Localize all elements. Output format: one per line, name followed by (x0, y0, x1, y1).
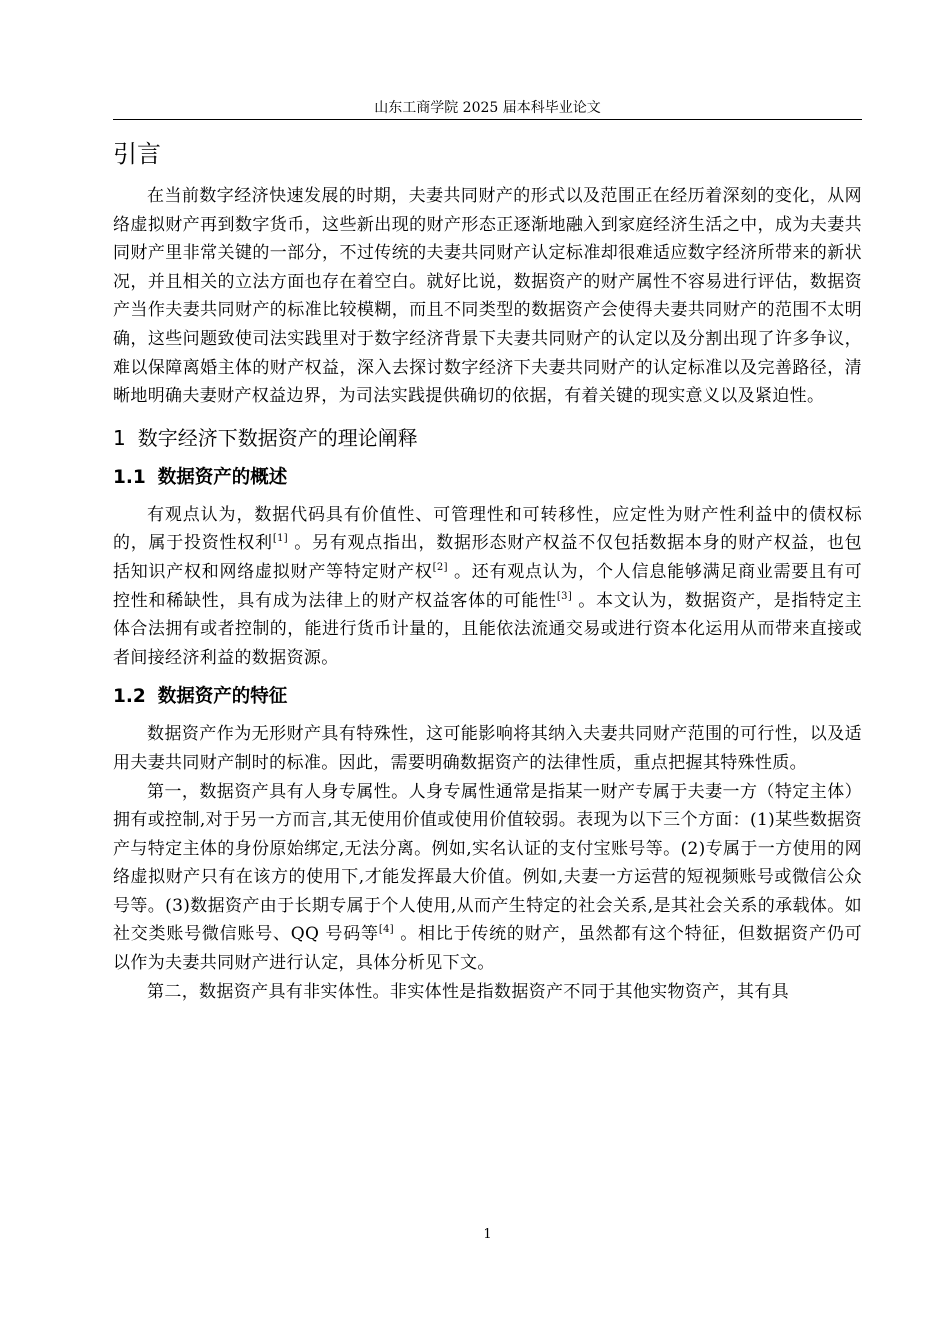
text-run: 第一，数据资产具有人身专属性。人身专属性通常是指某一财产专属于夫妻一方（特定主体）拥有或控制,对于另一方而言,其无使用价值或使用价值较弱。表现为以下三个方面：(1)某些数据资产与特定主体的身份原始绑定,无法分离。例如,实名认证的支付宝账号等。(2)专属于一方使用的网络虚拟财产只有在该方的使用下,才能发挥最大价值。例如,夫妻一方运营的短视频账号或微信公众号等。(3)数据资产由于长期专属于个人使用,从而产生特定的社会关系,是其社会关系的承载体。如社交类账号微信账号、QQ 号码等 (113, 781, 862, 945)
text-run: 有观点认为，数据代码具有价值性、可管理性和可转移性，应定性为财产性利益中的债权标的，属于投资性权利 (113, 504, 862, 554)
intro-heading: 引言 (113, 140, 161, 168)
section-1-2-number: 1.2 (113, 686, 146, 708)
text-run: 。还有观点认为，个人信息能够满足商业需要且有可控性和稀缺性，具有成为法律上的财产权益客体的可能性 (113, 561, 862, 611)
citation-1: [1] (272, 533, 289, 545)
citation-4: [4] (378, 924, 395, 936)
page-number: 1 (483, 1227, 492, 1242)
chapter-1-number: 1 (113, 425, 126, 450)
section-1-1-heading (113, 463, 862, 493)
running-header: 山东工商学院 2025 届本科毕业论文 (374, 100, 601, 116)
section-1-1-number: 1.1 (113, 466, 146, 488)
section-1-2-paragraph-3: 第二，数据资产具有非实体性。非实体性是指数据资产不同于其他实物资产，其有具 (147, 981, 789, 1002)
section-1-1-title: 数据资产的概述 (157, 466, 288, 488)
header-rule (113, 119, 862, 120)
text-run: 。另有观点指出，数据形态财产权益不仅包括数据本身的财产权益，也包括知识产权和网络虚拟财产等特定财产权 (113, 533, 862, 582)
citation-2: [2] (432, 561, 448, 573)
section-1-2-paragraph-1: 数据资产作为无形财产具有特殊性，这可能影响将其纳入夫妻共同财产范围的可行性，以及适用夫妻共同财产制时的标准。因此，需要明确数据资产的法律性质，重点把握其特殊性质。 (113, 724, 862, 773)
chapter-1-title: 数字经济下数据资产的理论阐释 (137, 425, 418, 450)
section-1-1-paragraph (113, 501, 862, 673)
text-run: 。相比于传统的财产，虽然都有这个特征，但数据资产仍可以作为夫妻共同财产进行认定，具体分析见下文。 (113, 924, 862, 974)
intro-paragraph: 在当前数字经济快速发展的时期，夫妻共同财产的形式以及范围正在经历着深刻的变化，从网络虚拟财产再到数字货币，这些新出现的财产形态正逐渐地融入到家庭经济生活之中，成为夫妻共同财产里非常关键的一部分，不过传统的夫妻共同财产认定标准却很难适应数字经济所带来的新状况，并且相关的立法方面也存在着空白。就好比说，数据资产的财产属性不容易进行评估，数据资产当作夫妻共同财产的标准比较模糊，而且不同类型的数据资产会使得夫妻共同财产的范围不太明确，这些问题致使司法实践里对于数字经济背景下夫妻共同财产的认定以及分割出现了许多争议，难以保障离婚主体的财产权益，深入去探讨数字经济下夫妻共同财产的认定标准以及完善路径，清晰地明确夫妻财产权益边界，为司法实践提供确切的依据，有着关键的现实意义以及紧迫性。 (113, 186, 862, 407)
section-1-2-paragraph-2 (113, 778, 862, 978)
section-1-2-title: 数据资产的特征 (157, 686, 288, 708)
text-run: 。本文认为，数据资产，是指特定主体合法拥有或者控制的，能进行货币计量的，且能依法流通交易或进行资本化运用从而带来直接或者间接经济利益的数据资源。 (113, 590, 862, 668)
chapter-1-heading (113, 423, 862, 453)
citation-3: [3] (556, 590, 573, 602)
section-1-2-heading (113, 682, 862, 712)
page-body (113, 136, 862, 1006)
